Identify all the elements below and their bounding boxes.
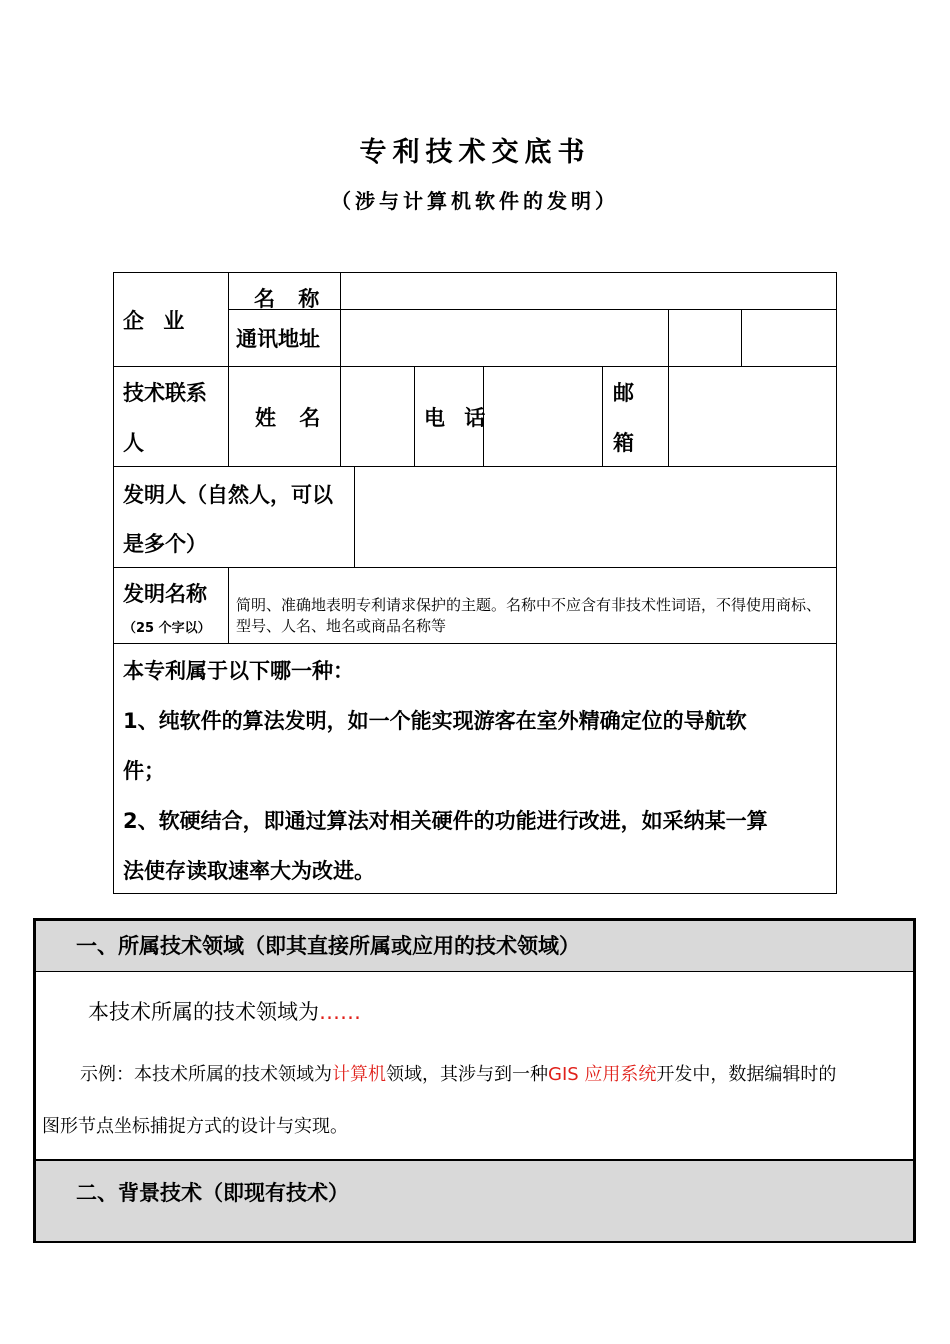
phone-label: 电 话 [424,406,492,430]
form-hline [113,366,837,367]
contact-label-line1: 技术联系 [123,381,207,405]
person-name-label: 姓 名 [255,406,329,430]
form-vline [602,366,603,467]
form-hline [113,466,837,467]
contact-label-line2: 人 [123,431,144,455]
invention-name-label: 发明名称 [123,582,207,606]
page-title: 专利技术交底书 [359,137,591,168]
form-vline [228,272,229,467]
table-border-bottom [33,1241,916,1243]
option2-line2: 法使存读取速率大为改进。 [123,859,375,883]
page-subtitle: （涉与计算机软件的发明） [331,189,619,213]
patent-type-question: 本专利属于以下哪一种： [123,659,354,683]
invention-name-note: （25 个字以） [123,621,211,636]
section2-heading: 二、背景技术（即现有技术） [76,1181,349,1205]
form-vline [668,309,669,467]
table-border-right [913,918,916,1243]
company-name-label: 名 称 [254,287,328,311]
form-vline [354,466,355,568]
table-border-left [33,918,36,1243]
email-label-line2: 箱 [613,431,634,455]
table-border-top [33,918,916,921]
section2-heading-bar [34,1160,915,1243]
option2-line1: 2、软硬结合，即通过算法对相关硬件的功能进行改进，如采纳某一算 [123,809,768,833]
address-label: 通讯地址 [236,327,320,351]
inventor-label-line1: 发明人（自然人，可以 [123,483,333,507]
section1-example-line2: 图形节点坐标捕捉方式的设计与实现。 [42,1116,348,1137]
invention-name-hint: 简明、准确地表明专利请求保护的主题。名称中不应含有非技术性词语，不得使用商标、型号、人名、地名或商品名称等 [236,596,822,635]
section1-intro: 本技术所属的技术领域为…… [88,1000,361,1024]
option1-line2: 件； [123,759,165,783]
section1-example: 示例：本技术所属的技术领域为计算机领域，其涉与到一种GIS 应用系统开发中，数据编辑时的 [80,1064,837,1085]
form-hline [113,567,837,568]
form-vline [414,366,415,467]
section1-body [34,972,915,1160]
table-divider [33,1159,916,1161]
section1-heading: 一、所属技术领域（即其直接所属或应用的技术领域） [76,934,580,958]
section1-heading-bar [34,920,915,972]
form-hline [113,643,837,644]
option1-line1: 1、纯软件的算法发明，如一个能实现游客在室外精确定位的导航软 [123,709,747,733]
email-label-line1: 邮 [613,381,634,405]
enterprise-label: 企 业 [123,309,191,333]
form-vline [340,272,341,467]
table-divider [33,971,916,972]
form-vline [741,309,742,367]
inventor-label-line2: 是多个） [123,532,207,556]
form-vline [228,567,229,644]
